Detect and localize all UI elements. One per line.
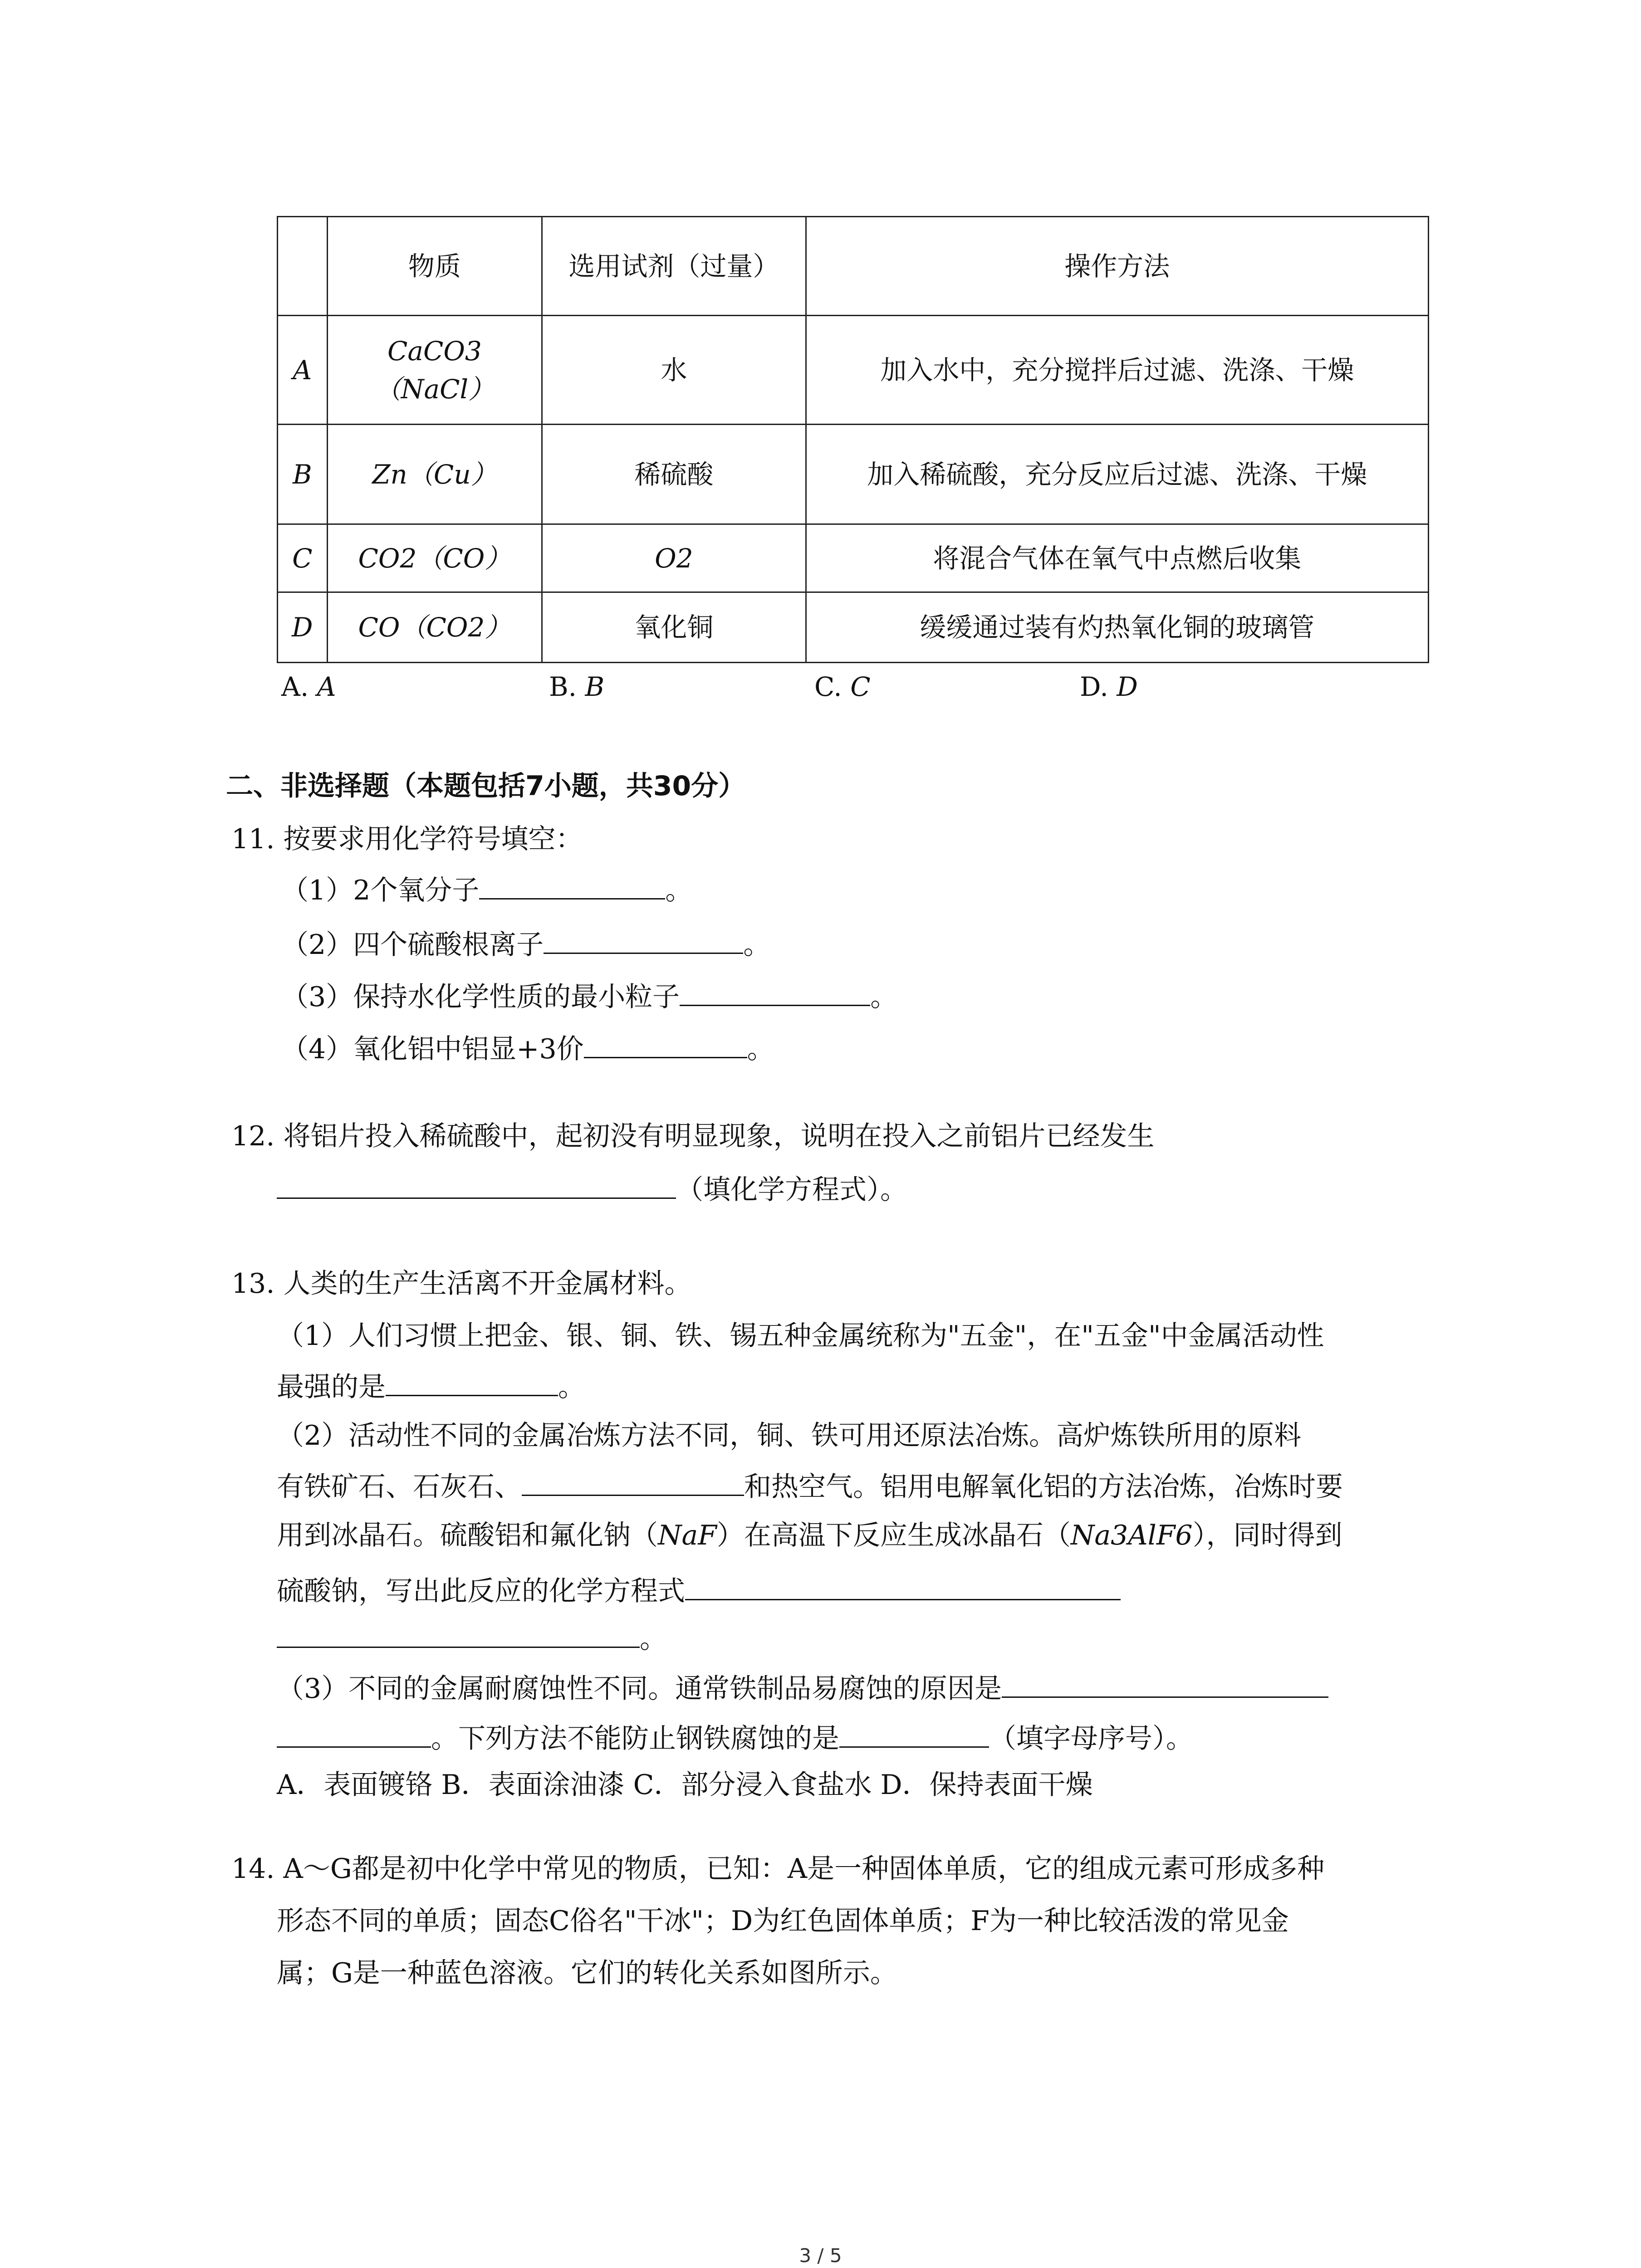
reagent-cell: 氧化铜 xyxy=(542,592,806,663)
method-cell: 缓缓通过装有灼热氧化铜的玻璃管 xyxy=(806,592,1429,663)
q13-stem: 13. 人类的生产生活离不开金属材料。 xyxy=(231,1268,692,1300)
answer-blank[interactable] xyxy=(277,1170,676,1199)
line-text: 。下列方法不能防止钢铁腐蚀的是 xyxy=(431,1723,839,1755)
line-text: （3）不同的金属耐腐蚀性不同。通常铁制品易腐蚀的原因是 xyxy=(277,1673,1002,1705)
answer-blank[interactable] xyxy=(839,1719,989,1748)
item-end: 。 xyxy=(747,1033,774,1065)
answer-blank[interactable] xyxy=(680,978,870,1006)
substance-cell: CaCO3（NaCl） xyxy=(327,316,542,425)
choice-prefix: B. xyxy=(549,671,577,702)
line-text: 。 xyxy=(640,1623,667,1655)
line-text: 最强的是 xyxy=(277,1371,386,1403)
reagent-cell: O2 xyxy=(542,524,806,592)
choice-prefix: C. xyxy=(814,671,842,702)
item-end: 。 xyxy=(743,929,771,961)
item-text: （3）保持水化学性质的最小粒子 xyxy=(281,981,680,1013)
choice-prefix: A. xyxy=(281,671,309,702)
q14-line-3: 属；G是一种蓝色溶液。它们的转化关系如图所示。 xyxy=(277,1957,897,1989)
answer-blank[interactable] xyxy=(584,1030,747,1058)
q13-p2-line-2 xyxy=(277,1467,1343,1505)
answer-blank[interactable] xyxy=(479,871,665,899)
q13-p2-line-5 xyxy=(277,1619,667,1657)
table-row xyxy=(278,425,1429,524)
row-label: A xyxy=(278,316,328,425)
choice-prefix: D. xyxy=(1080,671,1108,702)
reagent-cell: 水 xyxy=(542,316,806,425)
q14-line-2: 形态不同的单质；固态C俗名"干冰"；D为红色固体单质；F为一种比较活泼的常见金 xyxy=(277,1905,1289,1937)
table-header-cell: 操作方法 xyxy=(806,217,1429,316)
method-cell: 将混合气体在氧气中点燃后收集 xyxy=(806,524,1429,592)
item-end: 。 xyxy=(870,981,898,1013)
item-text: （1）2个氧分子 xyxy=(281,875,480,906)
line-text: 。 xyxy=(558,1371,585,1403)
choice-d[interactable] xyxy=(1080,671,1138,702)
choice-a[interactable] xyxy=(281,671,336,702)
line-text: 有铁矿石、石灰石、 xyxy=(277,1471,522,1503)
q13-p1-line-2 xyxy=(277,1368,585,1405)
substance-table xyxy=(277,216,1429,663)
table-header-cell: 选用试剂（过量） xyxy=(542,217,806,316)
formula: NaF xyxy=(658,1520,717,1551)
substance-cell: CO（CO2） xyxy=(327,592,542,663)
table-row xyxy=(278,316,1429,425)
q13-p3-options: A．表面镀铬 B．表面涂油漆 C．部分浸入食盐水 D．保持表面干燥 xyxy=(277,1769,1093,1801)
table-header-cell xyxy=(278,217,328,316)
q13-p3-line-1 xyxy=(277,1669,1328,1707)
choice-c[interactable] xyxy=(814,671,871,702)
row-label: C xyxy=(278,524,328,592)
row-label: B xyxy=(278,425,328,524)
table-header-cell: 物质 xyxy=(327,217,542,316)
answer-blank[interactable] xyxy=(277,1719,431,1748)
page-number: 3 / 5 xyxy=(799,2244,842,2267)
choice-value: A xyxy=(317,671,336,702)
item-text: （2）四个硫酸根离子 xyxy=(281,929,544,961)
item-text: （4）氧化铝中铝显+3价 xyxy=(281,1033,584,1065)
answer-blank[interactable] xyxy=(685,1572,1121,1600)
item-end: 。 xyxy=(665,875,693,906)
reagent-cell: 稀硫酸 xyxy=(542,425,806,524)
table-row xyxy=(278,592,1429,663)
q13-p2-line-4 xyxy=(277,1572,1121,1609)
line-text: （填化学方程式）。 xyxy=(676,1174,907,1206)
q11-item-4 xyxy=(281,1030,774,1067)
q13-p2-line-3 xyxy=(277,1517,1342,1554)
q13-p3-line-2 xyxy=(277,1719,1193,1757)
method-cell: 加入稀硫酸，充分反应后过滤、洗涤、干燥 xyxy=(806,425,1429,524)
q13-p2-line-1: （2）活动性不同的金属冶炼方法不同，铜、铁可用还原法冶炼。高炉炼铁所用的原料 xyxy=(277,1420,1302,1452)
line-text: ），同时得到 xyxy=(1192,1520,1342,1551)
answer-blank[interactable] xyxy=(522,1467,744,1496)
line-text: 用到冰晶石。硫酸铝和氟化钠（ xyxy=(277,1520,658,1551)
choice-b[interactable] xyxy=(549,671,604,702)
choice-value: D xyxy=(1117,671,1138,702)
method-cell: 加入水中，充分搅拌后过滤、洗涤、干燥 xyxy=(806,316,1429,425)
line-text: ）在高温下反应生成冰晶石（ xyxy=(716,1520,1071,1551)
q14-line-1: 14. A～G都是初中化学中常见的物质，已知：A是一种固体单质，它的组成元素可形成多种 xyxy=(231,1853,1325,1885)
table-header-row xyxy=(278,217,1429,316)
substance-cell: CO2（CO） xyxy=(327,524,542,592)
formula: Na3AlF6 xyxy=(1070,1520,1193,1551)
choice-value: B xyxy=(585,671,605,702)
answer-blank[interactable] xyxy=(277,1619,640,1648)
q11-item-2 xyxy=(281,925,770,963)
choice-value: C xyxy=(850,671,871,702)
q13-p1-line-1: （1）人们习惯上把金、银、铜、铁、锡五种金属统称为"五金"，在"五金"中金属活动性 xyxy=(277,1320,1324,1352)
q12-line-1: 12. 将铝片投入稀硫酸中，起初没有明显现象，说明在投入之前铝片已经发生 xyxy=(231,1120,1155,1152)
substance-cell: Zn（Cu） xyxy=(327,425,542,524)
answer-blank[interactable] xyxy=(544,925,743,954)
line-text: （填字母序号）。 xyxy=(989,1723,1193,1755)
row-label: D xyxy=(278,592,328,663)
table-row xyxy=(278,524,1429,592)
q11-stem: 11. 按要求用化学符号填空： xyxy=(231,823,583,855)
line-text: 硫酸钠，写出此反应的化学方程式 xyxy=(277,1575,685,1607)
q12-line-2 xyxy=(277,1170,907,1208)
answer-blank[interactable] xyxy=(1002,1669,1328,1698)
q11-item-3 xyxy=(281,978,897,1015)
section-title: 二、非选择题（本题包括7小题，共30分） xyxy=(226,770,746,802)
q11-item-1 xyxy=(281,871,692,909)
line-text: 和热空气。铝用电解氧化铝的方法冶炼，冶炼时要 xyxy=(744,1471,1343,1503)
answer-blank[interactable] xyxy=(386,1368,558,1396)
